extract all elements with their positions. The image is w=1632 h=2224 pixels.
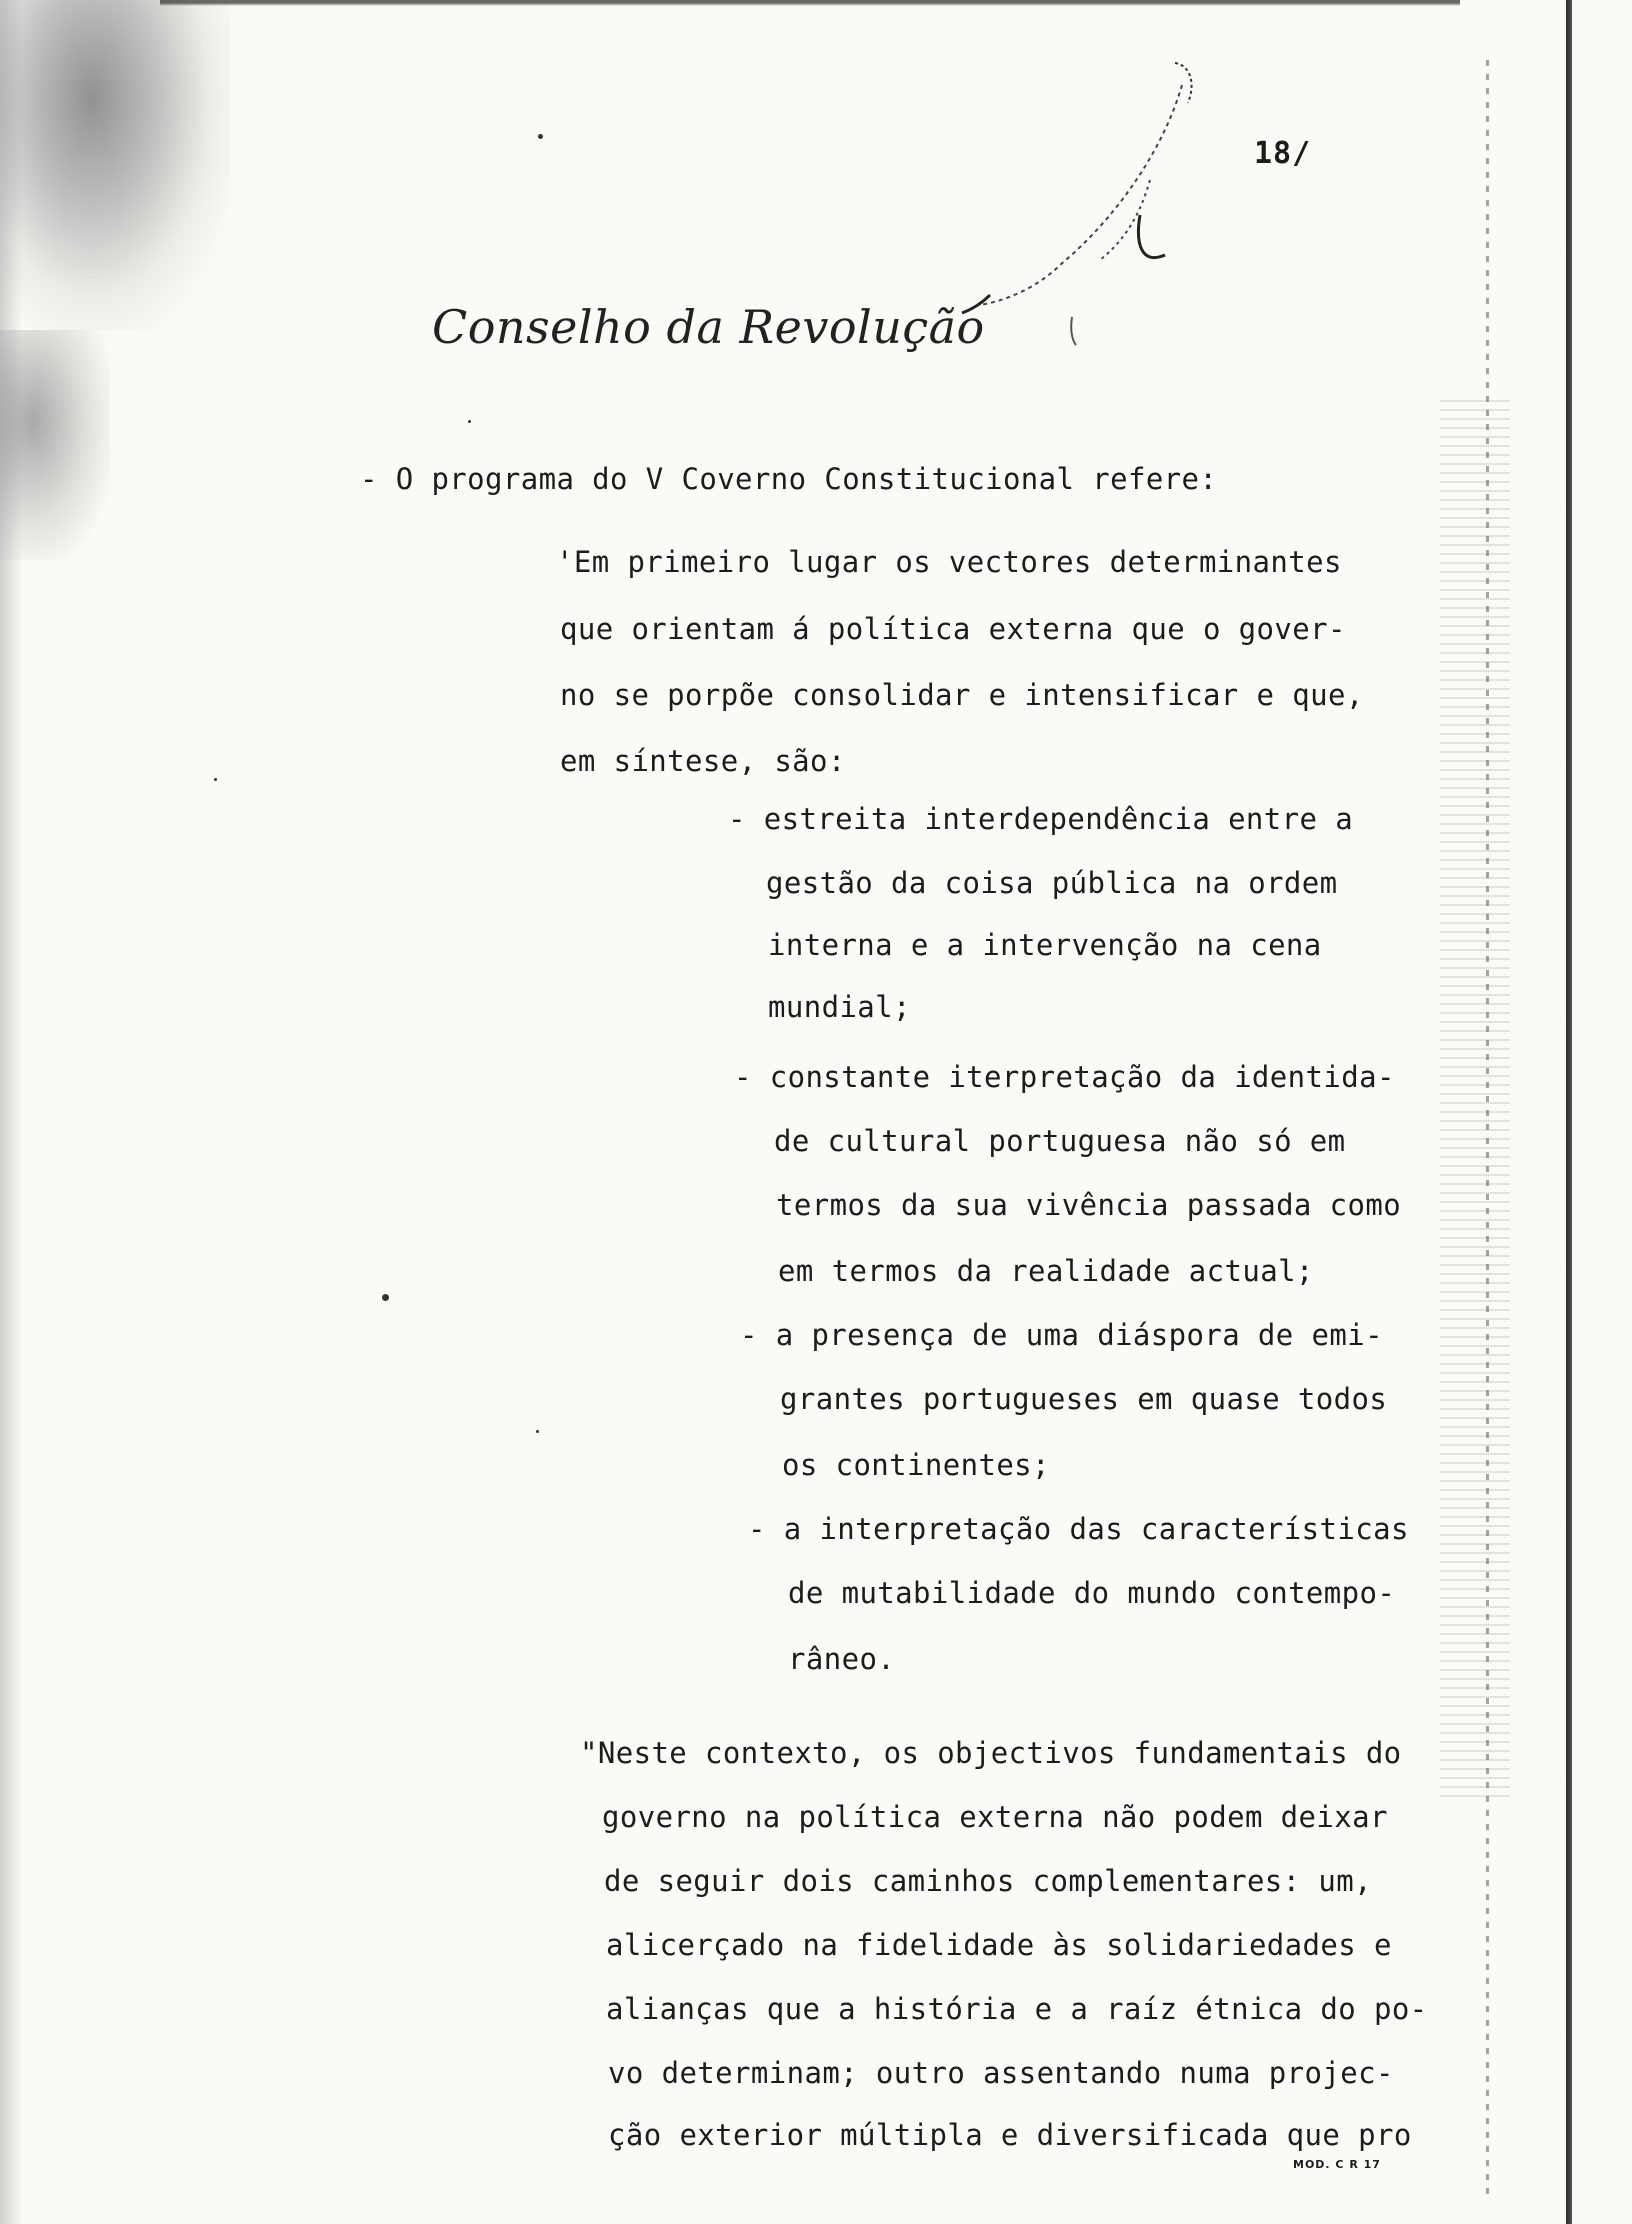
bullet-line: de cultural portuguesa não só em: [774, 1124, 1346, 1158]
page-number: 18/: [1254, 136, 1312, 171]
scan-speck: [214, 778, 217, 781]
margin-noise: [1440, 400, 1510, 1800]
bullet-line: gestão da coisa pública na ordem: [766, 866, 1338, 900]
quote-line: ção exterior múltipla e diversificada que pro: [608, 2118, 1412, 2152]
letterhead-title: Conselho da Revolução: [432, 300, 985, 354]
quote-line: que orientam á política externa que o gover-: [560, 612, 1346, 646]
form-code: MOD. C R 17: [1293, 2158, 1381, 2171]
margin-line: [1486, 60, 1489, 2200]
bullet-line: - constante iterpretação da identida-: [734, 1060, 1395, 1094]
handwritten-signature: [950, 55, 1220, 355]
bullet-line: râneo.: [788, 1642, 896, 1676]
quote-line: alianças que a história e a raíz étnica do po-: [606, 1992, 1428, 2026]
bullet-line: em termos da realidade actual;: [778, 1254, 1314, 1288]
bullet-line: mundial;: [768, 990, 911, 1024]
scan-speck: [538, 134, 543, 139]
bullet-line: termos da sua vivência passada como: [776, 1188, 1402, 1222]
bullet-line: interna e a intervenção na cena: [768, 928, 1322, 962]
bullet-line: grantes portugueses em quase todos: [780, 1382, 1388, 1416]
scan-smudge: [0, 0, 230, 330]
page-right-margin: [1572, 0, 1632, 2224]
quote-line: 'Em primeiro lugar os vectores determinantes: [556, 545, 1342, 579]
scan-top-edge: [160, 0, 1460, 8]
quote-line: vo determinam; outro assentando numa projec-: [608, 2056, 1394, 2090]
quote-line: governo na política externa não podem deixar: [602, 1800, 1388, 1834]
scan-speck: [382, 1294, 389, 1301]
quote-line: no se porpõe consolidar e intensificar e que,: [560, 678, 1364, 712]
bullet-line: - estreita interdependência entre a: [728, 802, 1354, 836]
scan-smudge: [0, 330, 110, 560]
quote-line: "Neste contexto, os objectivos fundamentais do: [580, 1736, 1402, 1770]
intro-line: - O programa do V Coverno Constitucional refere:: [360, 462, 1218, 496]
quote-line: alicerçado na fidelidade às solidariedades e: [606, 1928, 1392, 1962]
scan-speck: [468, 420, 471, 423]
bullet-line: - a presença de uma diáspora de emi-: [740, 1318, 1383, 1352]
bullet-line: - a interpretação das características: [748, 1512, 1409, 1546]
bullet-line: os continentes;: [782, 1448, 1050, 1482]
quote-line: de seguir dois caminhos complementares: um,: [604, 1864, 1372, 1898]
scan-speck: [536, 1430, 539, 1433]
quote-line: em síntese, são:: [560, 744, 846, 778]
bullet-line: de mutabilidade do mundo contempo-: [788, 1576, 1396, 1610]
